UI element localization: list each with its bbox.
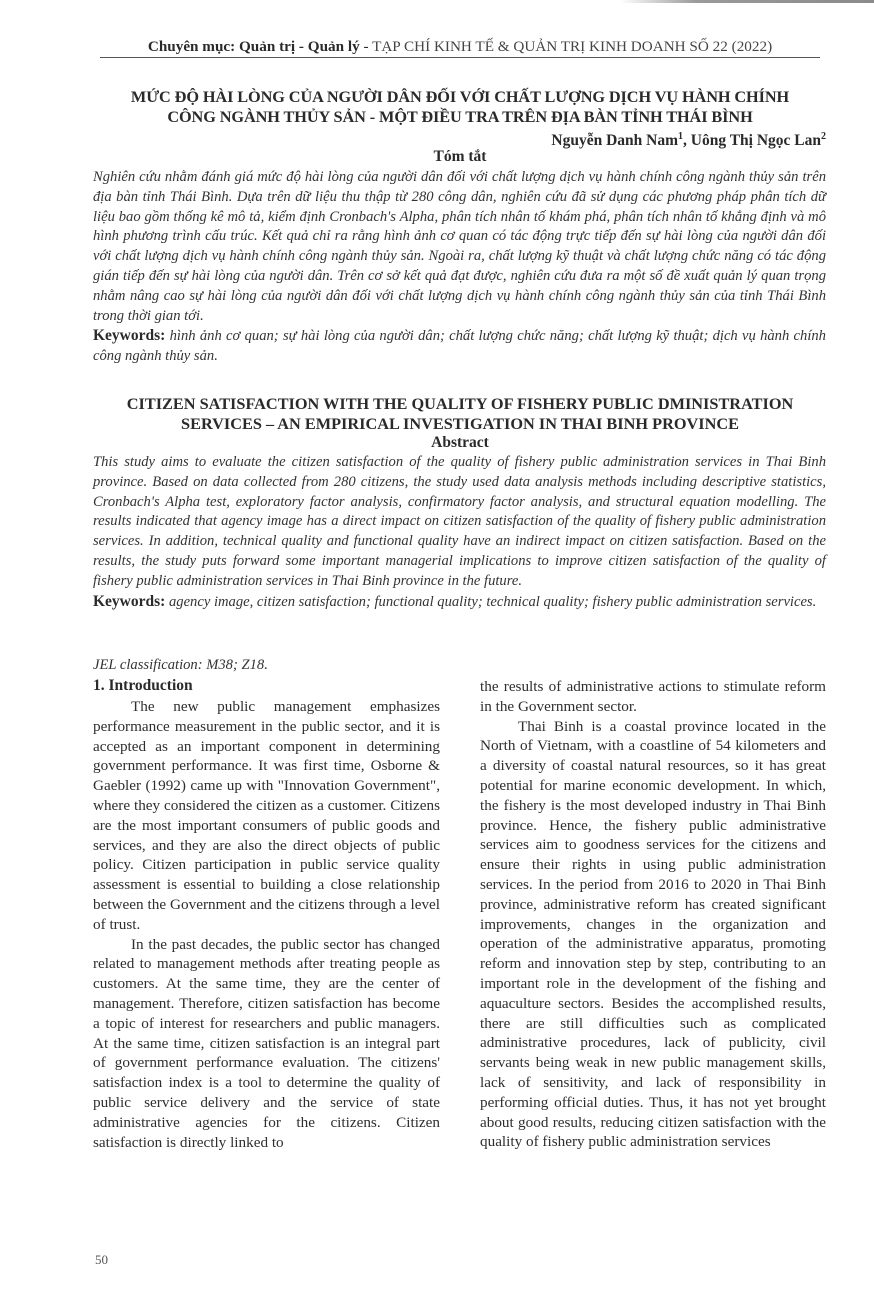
body-paragraph: Thai Binh is a coastal province located in the North of Vietnam, with a coastline of 54 kilometers and a diversity of coastal natural resources, so it has great potential for marine economic development. In which, the fishery is the most developed industry in Thai Binh province. Hence, the fishery public administrative services aim to goodness services for the citizens and ensure their rights in using public administration services. In the period from 2016 to 2020 in Thai Binh province, administrative reform has created significant improvements, changes in the organization and operation of the administrative apparatus, promoting reform and innovation step by step, contributing to an important role in the development of the fishing and aquaculture sectors. Besides the accomplished results, there are still difficulties such as complicated administrative procedures, lack of publicity, civil servants being weak in new public management skills, lack of sensitivity, and lack of responsibility in performing official duties. Thus, it has not yet brought about good results, reducing citizen satisfaction with the quality of fishery public administration services [480, 717, 826, 1151]
vietnamese-abstract-body: Nghiên cứu nhằm đánh giá mức độ hài lòng của người dân đối với chất lượng dịch vụ hành chính công ngành thủy sản trên địa bàn tỉnh Thái Bình. Dựa trên dữ liệu thu thập từ 280 công dân, nghiên cứu đã sử dụng các phương pháp phân tích dữ liệu bao gồm thống kê mô tả, kiểm định Cronbach's Alpha, phân tích nhân tố khám phá, phân tích nhân tố khẳng định và mô hình phương trình cấu trúc. Kết quả chỉ ra rằng hình ảnh cơ quan có tác động trực tiếp đến sự hài lòng của người dân đối với chất lượng dịch vụ hành chính công ngành thủy sản. Ngoài ra, chất lượng kỹ thuật và chất lượng chức năng có tác động gián tiếp đến sự hài lòng của người dân. Trên cơ sở kết quả đạt được, nghiên cứu đưa ra một số đề xuất quản lý quan trọng nhằm nâng cao sự hài lòng của người dân đối với chất lượng dịch vụ hành chính công ngành thủy sản của tỉnh Thái Bình trong thời gian tới. [93, 169, 826, 324]
author-separator: , [683, 132, 691, 150]
author-affiliation: 1 [678, 131, 684, 142]
english-title-line-1: CITIZEN SATISFACTION WITH THE QUALITY OF FISHERY PUBLIC DMINISTRATION [126, 394, 794, 413]
vietnamese-abstract [93, 168, 826, 367]
scan-shadow [620, 0, 874, 3]
vietnamese-title-line-1: MỨC ĐỘ HÀI LÒNG CỦA NGƯỜI DÂN ĐỐI VỚI CHẤT LƯỢNG DỊCH VỤ HÀNH CHÍNH [130, 87, 790, 106]
english-abstract-body: This study aims to evaluate the citizen satisfaction of the quality of fishery public administration services in Thai Binh province. Based on data collected from 280 citizens, the study used data analysis methods including descriptive statistics, Cronbach's Alpha test, exploratory factor analysis, confirmatory factor analysis, and structural equation modelling. The results indicated that agency image has a direct impact on citizen satisfaction of the quality of fishery public administration services. In addition, technical quality and functional quality have an indirect impact on citizen satisfaction. Based on the results, the study puts forward some important managerial implications to improve citizen satisfaction of the quality of fishery public administration services in Thai Binh province in the future. [93, 454, 826, 589]
running-head-separator: - [359, 38, 373, 55]
left-column [93, 697, 440, 1152]
vietnamese-title [90, 87, 830, 127]
header-rule [100, 57, 820, 58]
english-title-line-2: SERVICES – AN EMPIRICAL INVESTIGATION IN THAI BINH PROVINCE [181, 414, 739, 433]
vietnamese-keywords: hình ảnh cơ quan; sự hài lòng của người dân; chất lượng chức năng; chất lượng kỹ thuật; dịch vụ hành chính công ngành thủy sản. [93, 328, 826, 365]
journal-section: Chuyên mục: Quản trị - Quản lý [147, 38, 360, 55]
journal-name: TẠP CHÍ KINH TẾ & QUẢN TRỊ KINH DOANH SỐ 22 (2022) [372, 38, 773, 55]
author-affiliation: 2 [821, 131, 826, 142]
english-abstract [93, 453, 826, 612]
introduction-heading: 1. Introduction [93, 677, 193, 694]
body-paragraph-continuation: the results of administrative actions to stimulate reform in the Government sector. [480, 678, 826, 715]
right-column [480, 677, 826, 1152]
english-keywords: agency image, citizen satisfaction; functional quality; technical quality; fishery public administration services. [168, 593, 817, 610]
author-name: Uông Thị Ngọc Lan [690, 132, 821, 150]
body-paragraph: The new public management emphasizes performance measurement in the public sector, and it is accepted as an important component in determining government performance. It was first time, Osborne & Gaebler (1992) came up with "Innovation Government", where they considered the citizen as a customer. Citizens are the most important consumers of public goods and services, and they are also the direct objects of public policy. Citizen participation in public service quality assessment is essential to building a close relationship between the Government and the citizens through a level of trust. [93, 698, 440, 933]
english-abstract-heading: Abstract [431, 434, 489, 451]
vietnamese-title-line-2: CÔNG NGÀNH THỦY SẢN - MỘT ĐIỀU TRA TRÊN ĐỊA BÀN TỈNH THÁI BÌNH [167, 107, 753, 126]
english-title [85, 394, 835, 434]
vietnamese-keywords-label: Keywords: [93, 327, 166, 345]
jel-classification: JEL classification: M38; Z18. [93, 657, 268, 673]
body-paragraph: In the past decades, the public sector has changed related to management methods after treating people as customers. At the same time, they are the center of management. Therefore, citizen satisfaction has become a topic of interest for researchers and public managers. At the same time, citizen satisfaction is an integral part of government performance evaluation. The citizens' satisfaction index is a tool to determine the quality of public service delivery and the service of state administrative agencies for the citizens. Citizen satisfaction is directly linked to [93, 935, 440, 1151]
author-name: Nguyễn Danh Nam [551, 132, 679, 150]
running-head [100, 38, 820, 56]
english-keywords-label: Keywords: [93, 592, 166, 610]
page-number: 50 [95, 1252, 108, 1267]
vietnamese-abstract-heading: Tóm tắt [433, 148, 487, 165]
